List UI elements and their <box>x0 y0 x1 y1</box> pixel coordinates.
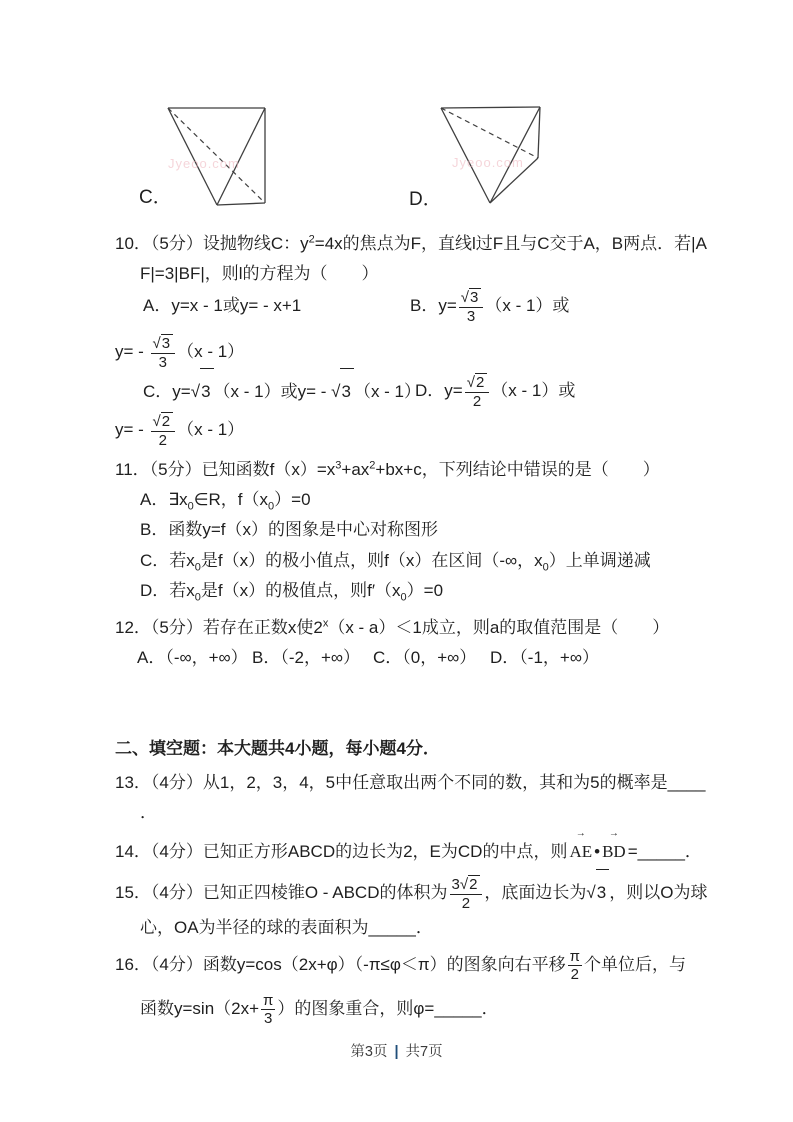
figure-c-bottom-edge <box>217 203 265 205</box>
page-footer <box>0 1043 793 1061</box>
figure-d-label: D． <box>409 189 442 210</box>
q16-stem-line-2: 函数y=sin（2x+ $\frac{\pi}{3}$ ）的图象重合，则φ=_____． <box>140 991 499 1028</box>
page-number: 第3页 <box>350 1044 388 1060</box>
figure-d-hidden-diagonal <box>441 108 538 158</box>
q11-option-a: A．$\exists x_0\in R$，$f(x_0)=0$ <box>140 490 311 513</box>
watermark-text: Jyeoo.com <box>168 156 240 171</box>
footer-separator: | <box>394 1044 399 1060</box>
q12-option-d: D．（-1，+∞） <box>490 648 599 667</box>
q10-stem-line-1: 10．（5分）设抛物线C：$y^2=4x$的焦点为F，直线l过F且与C交于A，B两点．若|A <box>115 233 707 253</box>
q12-stem: 12．（5分）若存在正数x使2$^x$（x - a）＜1成立，则a的取值范围是（ ） <box>115 617 670 637</box>
q10-stem-line-2: F|=3|BF|，则l的方程为（ ） <box>140 264 379 283</box>
q13-stem: 13．（4分）从1，2，3，4，5中任意取出两个不同的数，其和为5的概率是____ <box>115 773 706 792</box>
q16-stem-line-1: 16．（4分）函数y=cos（2x+φ）（-π≤φ＜π）的图象向右平移 $\frac{\pi}{2}$ 个单位后，与 <box>115 947 686 984</box>
watermark-text: Jyeoo.com <box>452 155 524 170</box>
q11-option-c: C．若$x_0$是f（x）的极小值点，则f（x）在区间（-∞，$x_0$）上单调递减 <box>140 551 651 574</box>
q11-stem: 11．（5分）已知函数$f(x)=x^3+ax^2+bx+c$，下列结论中错误的是（ ） <box>115 459 660 479</box>
q12-options-row <box>137 645 599 671</box>
q10-option-a: A．y=x - 1或y= - x+1 <box>143 296 302 315</box>
q12-option-b: B．（-2，+∞） <box>252 648 361 667</box>
total-pages: 共7页 <box>405 1044 443 1060</box>
q10-option-b: B．y= √ 3 3 （x - 1）或 <box>410 289 570 325</box>
q15-stem-line-2: 心，OA为半径的球的表面积为_____． <box>140 918 433 937</box>
q10-option-d-continuation: y= - √ 2 2 （x - 1） <box>115 413 245 449</box>
q13-stem-continuation: ． <box>140 803 157 822</box>
q10-options-row-ab <box>143 283 569 329</box>
q12-option-c: C．（0，+∞） <box>373 648 477 667</box>
section-2-header: 二、填空题：本大题共4小题，每小题4分． <box>115 739 440 758</box>
q15-stem-line-1: 15．（4分）已知正四棱锥O - ABCD的体积为 3 √ 2 2 ，底面边长为 √ 3 ，则以O为球 <box>115 869 707 915</box>
q11-option-b: B．函数y=f（x）的图象是中心对称图形 <box>140 520 438 539</box>
q12-option-a: A．（-∞，+∞） <box>137 648 248 667</box>
figure-d-right-edge <box>538 107 540 158</box>
figure-c-label: C． <box>139 187 172 208</box>
q14-stem: 14．（4分）已知正方形ABCD的边长为2，E为CD的中点，则 → AE • → BD =_____． <box>115 828 702 861</box>
q10-option-d: D．y= √ 2 2 （x - 1）或 <box>415 374 576 410</box>
q10-option-c: C．y= √ 3 （x - 1）或y= - √ 3 （x - 1） <box>143 368 415 414</box>
q11-option-d: D．若$x_0$是f（x）的极值点，则$f'(x_0)=0$ <box>140 581 444 604</box>
q10-option-b-continuation: y= - √ 3 3 （x - 1） <box>115 335 245 371</box>
figure-d-top-edge <box>441 107 540 108</box>
